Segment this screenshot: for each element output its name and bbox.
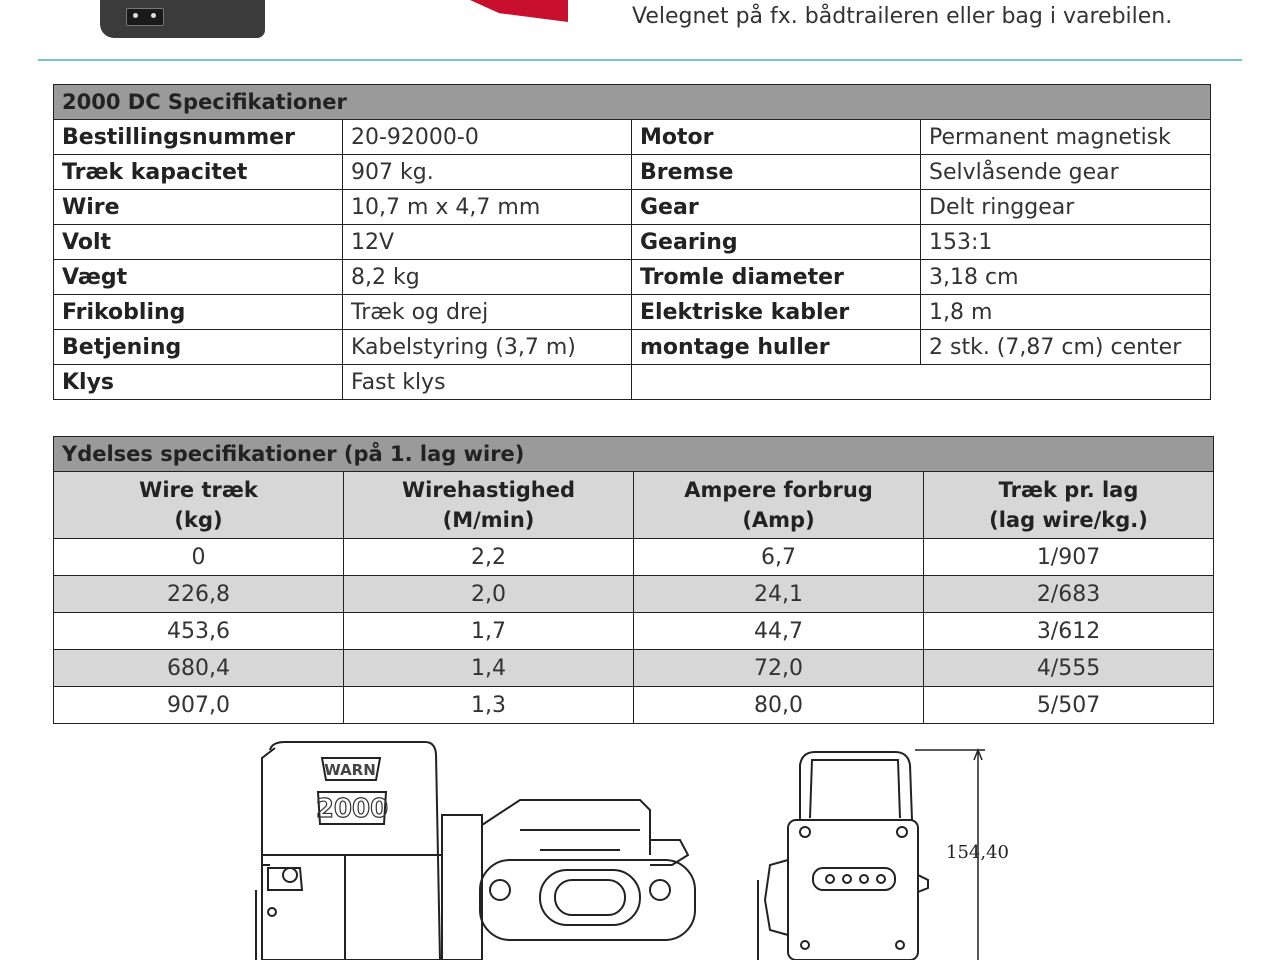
rocker-switch-icon (126, 8, 164, 26)
winch-drawings (0, 730, 1280, 960)
spec-value: Kabelstyring (3,7 m) (343, 330, 632, 365)
spec-value: 8,2 kg (343, 260, 632, 295)
table-cell: 226,8 (54, 576, 344, 613)
drawing-model-text: 2000 (315, 794, 389, 824)
spec-label: Gearing (632, 225, 921, 260)
table-cell: 6,7 (634, 539, 924, 576)
table-cell: 1,7 (344, 613, 634, 650)
table-row (54, 539, 1214, 576)
table-cell: 0 (54, 539, 344, 576)
spec-label: Klys (54, 365, 343, 400)
table-cell: 80,0 (634, 687, 924, 724)
spec-label: Betjening (54, 330, 343, 365)
spec-value: 20-92000-0 (343, 120, 632, 155)
spec-value: 153:1 (921, 225, 1211, 260)
spec-label: montage huller (632, 330, 921, 365)
table-row (54, 155, 1211, 190)
spec-label: Volt (54, 225, 343, 260)
table-cell: 2,0 (344, 576, 634, 613)
winch-remote-image (100, 0, 265, 38)
table-cell: 453,6 (54, 613, 344, 650)
spec-label: Bremse (632, 155, 921, 190)
table-cell: 5/507 (924, 687, 1214, 724)
column-header: Wirehastighed (M/min) (344, 472, 634, 539)
spec-value: Delt ringgear (921, 190, 1211, 225)
spec-value: 907 kg. (343, 155, 632, 190)
spec-value: 1,8 m (921, 295, 1211, 330)
table-row (54, 687, 1214, 724)
table-row (54, 295, 1211, 330)
spec-value: 3,18 cm (921, 260, 1211, 295)
spec-value: 12V (343, 225, 632, 260)
table-row (54, 613, 1214, 650)
spec-label: Wire (54, 190, 343, 225)
column-header: Træk pr. lag (lag wire/kg.) (924, 472, 1214, 539)
dimension-label: 154,40 (946, 842, 1009, 863)
table-row (54, 365, 1211, 400)
winch-side-view-drawing (256, 742, 695, 960)
table-cell: 2/683 (924, 576, 1214, 613)
table-cell: 1,3 (344, 687, 634, 724)
column-header: Ampere forbrug (Amp) (634, 472, 924, 539)
spec-label: Bestillingsnummer (54, 120, 343, 155)
spec-value: Selvlåsende gear (921, 155, 1211, 190)
table-cell: 680,4 (54, 650, 344, 687)
table-row (54, 330, 1211, 365)
performance-table-title: Ydelses specifikationer (på 1. lag wire) (54, 437, 1214, 472)
table-cell: 4/555 (924, 650, 1214, 687)
column-header: Wire træk (kg) (54, 472, 344, 539)
spec-value: 10,7 m x 4,7 mm (343, 190, 632, 225)
winch-end-view-drawing (758, 752, 928, 960)
table-cell: 1/907 (924, 539, 1214, 576)
spec-label: Frikobling (54, 295, 343, 330)
table-cell: 3/612 (924, 613, 1214, 650)
table-header-row (54, 472, 1214, 539)
spec-label: Træk kapacitet (54, 155, 343, 190)
table-row (54, 650, 1214, 687)
spec-value: 2 stk. (7,87 cm) center (921, 330, 1211, 365)
table-cell: 907,0 (54, 687, 344, 724)
table-cell: 72,0 (634, 650, 924, 687)
table-cell: 44,7 (634, 613, 924, 650)
table-row (54, 260, 1211, 295)
spec-label: Motor (632, 120, 921, 155)
spec-table (53, 84, 1211, 400)
spec-empty-cell (632, 365, 1211, 400)
divider-line (38, 59, 1242, 61)
performance-table (53, 436, 1214, 724)
spec-value: Permanent magnetisk (921, 120, 1211, 155)
table-row (54, 576, 1214, 613)
spec-table-title: 2000 DC Specifikationer (54, 85, 1211, 120)
table-row (54, 120, 1211, 155)
spec-value: Træk og drej (343, 295, 632, 330)
red-banner-graphic (470, 0, 568, 22)
spec-value: Fast klys (343, 365, 632, 400)
spec-label: Vægt (54, 260, 343, 295)
drawing-brand-text: WARN (324, 761, 376, 779)
table-row (54, 225, 1211, 260)
spec-label: Gear (632, 190, 921, 225)
spec-label: Tromle diameter (632, 260, 921, 295)
table-cell: 2,2 (344, 539, 634, 576)
table-cell: 24,1 (634, 576, 924, 613)
tagline-text: Velegnet på fx. bådtraileren eller bag i varebilen. (632, 4, 1173, 29)
table-cell: 1,4 (344, 650, 634, 687)
table-row (54, 190, 1211, 225)
spec-label: Elektriske kabler (632, 295, 921, 330)
